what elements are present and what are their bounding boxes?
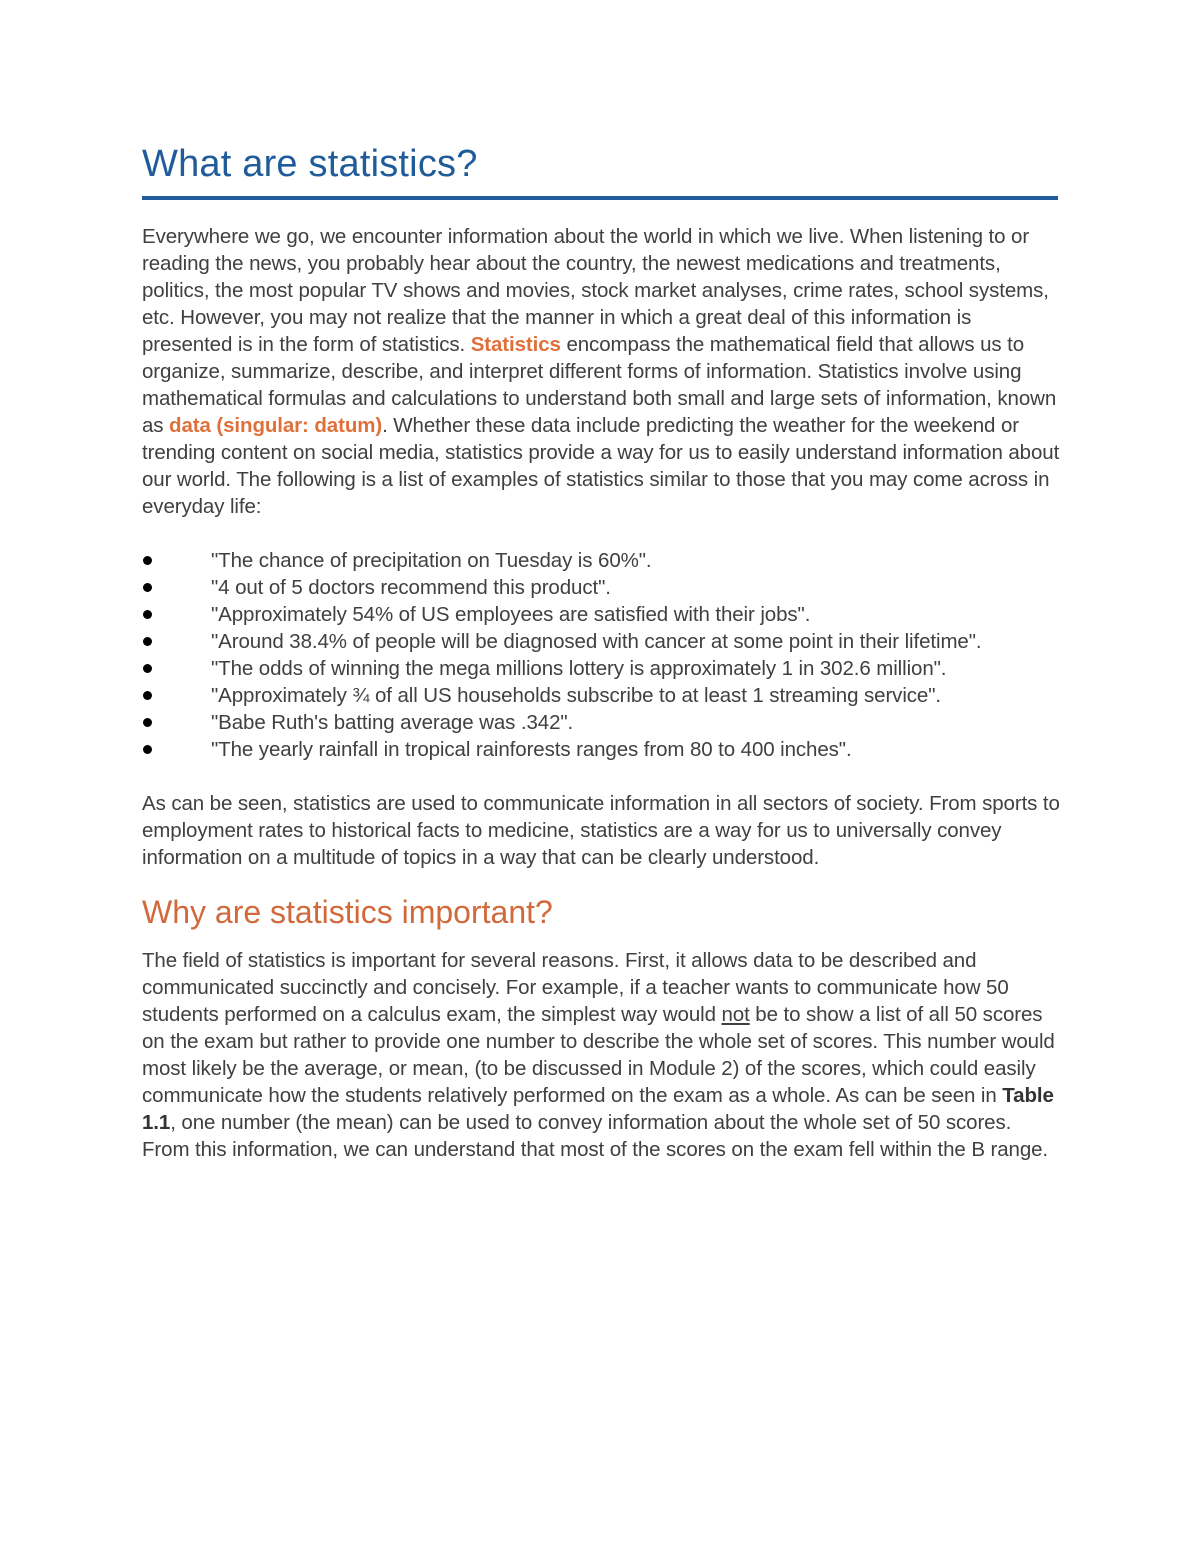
- examples-list: [142, 547, 1062, 763]
- list-item-text: "Babe Ruth's batting average was .342".: [211, 711, 574, 734]
- intro-text-part1: Everywhere we go, we encounter information about the world in which we live. When listening to or reading the news, you probably hear about the country, the newest medications and treatments, politics, the most popular TV shows and movies, stock market analyses, crime rates, school systems, etc. However, you may not realize that the manner in which a great deal of this information is presented is in the form of statistics.: [142, 225, 1049, 356]
- importance-text-part3: , one number (the mean) can be used to convey information about the whole set of 50 scores. From this information, we can understand that most of the scores on the exam fell within the B range.: [142, 1111, 1049, 1161]
- summary-paragraph: As can be seen, statistics are used to communicate information in all sectors of society. From sports to employment rates to historical facts to medicine, statistics are a way for us to universally convey information on a multitude of topics in a way that can be clearly understood.: [142, 792, 1060, 869]
- list-item: [142, 601, 1062, 628]
- importance-text-part2: be to show a list of all 50 scores on the exam but rather to provide one number to describe the whole set of scores. This number would most likely be the average, or mean, (to be discussed in Module 2) of the scores, which could easily communicate how the students relatively performed on the exam as a whole. As can be seen in: [142, 1003, 1055, 1107]
- term-statistics: Statistics: [470, 333, 561, 356]
- bullet-icon: [143, 718, 152, 727]
- importance-text-part1: The field of statistics is important for several reasons. First, it allows data to be described and communicated succinctly and concisely. For example, if a teacher wants to communicate how 50 students performed on a calculus exam, the simplest way would: [142, 949, 1009, 1026]
- list-item-text: "4 out of 5 doctors recommend this product".: [211, 576, 611, 599]
- list-item-text: "The yearly rainfall in tropical rainforests ranges from 80 to 400 inches".: [211, 738, 852, 761]
- list-item-text: "Approximately ¾ of all US households subscribe to at least 1 streaming service".: [211, 684, 942, 707]
- document-page: [142, 140, 1062, 1163]
- underlined-word: not: [721, 1003, 750, 1026]
- list-item: [142, 547, 1062, 574]
- page-title: What are statistics?: [142, 143, 478, 185]
- bullet-icon: [143, 664, 152, 673]
- bullet-icon: [143, 637, 152, 646]
- bullet-icon: [143, 556, 152, 565]
- title-underline-rule: [142, 196, 1058, 200]
- bullet-icon: [143, 583, 152, 592]
- importance-paragraph: [142, 947, 1062, 1163]
- list-item: [142, 655, 1062, 682]
- intro-text-part2: encompass the mathematical field that allows us to organize, summarize, describe, and interpret different forms of information. Statistics involve using mathematical formulas and calculations to understand both small and large sets of information, known as: [142, 333, 1057, 437]
- table-reference: Table 1.1: [142, 1084, 1054, 1134]
- list-item: [142, 574, 1062, 601]
- bullet-icon: [143, 691, 152, 700]
- list-item: [142, 709, 1062, 736]
- list-item: [142, 682, 1062, 709]
- list-item-text: "Approximately 54% of US employees are satisfied with their jobs".: [211, 603, 811, 626]
- list-item: [142, 628, 1062, 655]
- list-item-text: "The chance of precipitation on Tuesday is 60%".: [211, 549, 652, 572]
- list-item: [142, 736, 1062, 763]
- bullet-icon: [143, 745, 152, 754]
- term-data: data (singular: datum): [169, 414, 383, 437]
- intro-text-part3: . Whether these data include predicting the weather for the weekend or trending content on social media, statistics provide a way for us to easily understand information about our world. The following is a list of examples of statistics similar to those that you may come across in everyday life:: [142, 414, 1060, 518]
- intro-paragraph: [142, 223, 1062, 520]
- list-item-text: "Around 38.4% of people will be diagnosed with cancer at some point in their lifetime".: [211, 630, 982, 653]
- section-heading: Why are statistics important?: [142, 894, 553, 930]
- bullet-icon: [143, 610, 152, 619]
- list-item-text: "The odds of winning the mega millions lottery is approximately 1 in 302.6 million".: [211, 657, 947, 680]
